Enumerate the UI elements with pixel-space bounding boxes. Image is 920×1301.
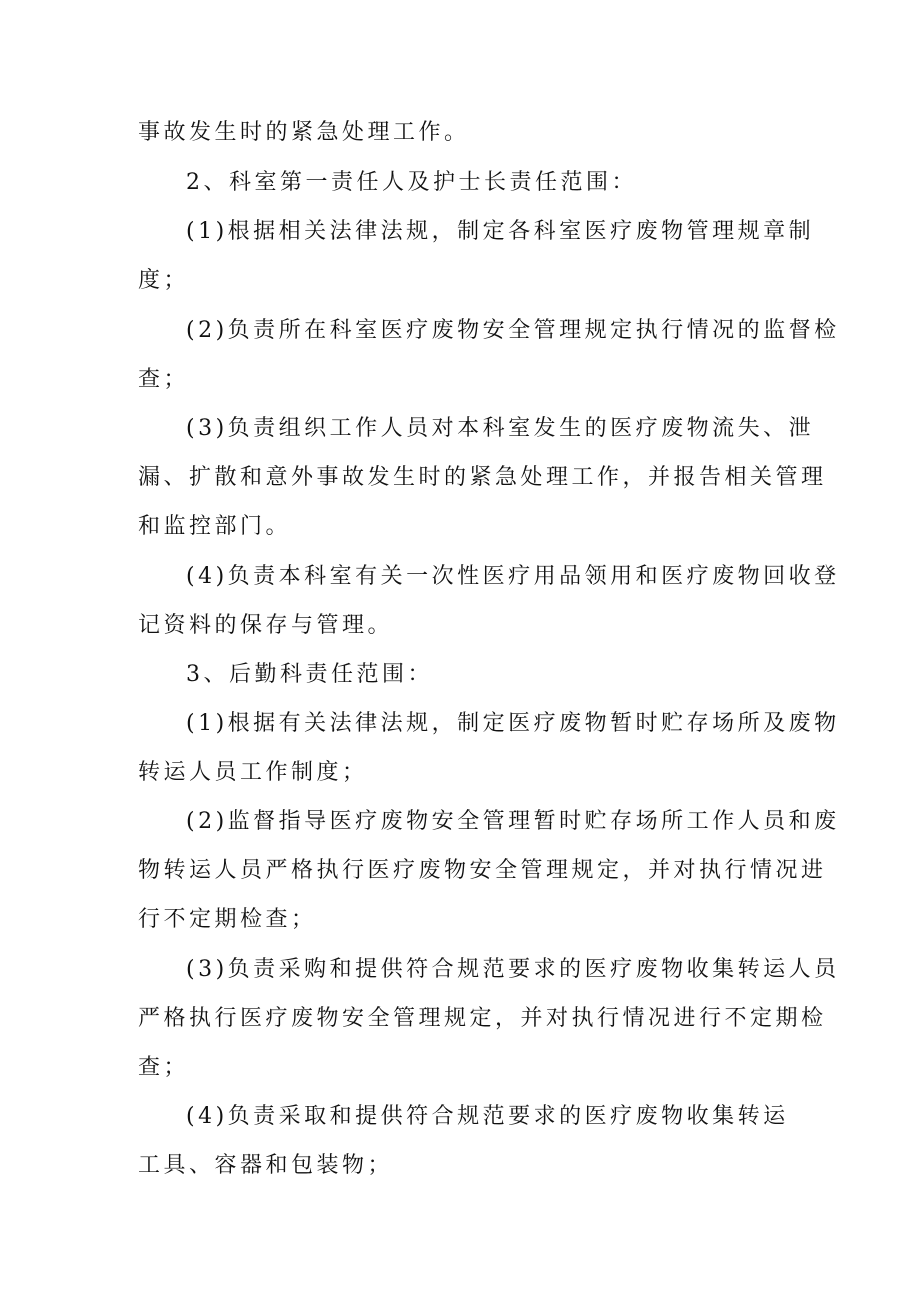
text-line: 严格执行医疗废物安全管理规定，并对执行情况进行不定期检 (138, 1006, 827, 1031)
text-line: (2)负责所在科室医疗废物安全管理规定执行情况的监督检 (186, 318, 840, 343)
text-line: 和监控部门。 (138, 514, 292, 539)
text-line: (3)负责组织工作人员对本科室发生的医疗废物流失、泄 (186, 416, 815, 441)
text-line: 漏、扩散和意外事故发生时的紧急处理工作，并报告相关管理 (138, 465, 827, 490)
text-line: 事故发生时的紧急处理工作。 (138, 120, 470, 145)
text-line: 记资料的保存与管理。 (138, 613, 394, 638)
text-line: (1)根据有关法律法规，制定医疗废物暂时贮存场所及废物 (186, 711, 840, 736)
text-line: 物转运人员严格执行医疗废物安全管理规定，并对执行情况进 (138, 858, 827, 883)
text-line: 工具、容器和包装物； (138, 1153, 394, 1178)
text-line: (4)负责采取和提供符合规范要求的医疗废物收集转运 (186, 1104, 789, 1129)
section-heading: 2、科室第一责任人及护士长责任范围： (186, 170, 637, 195)
text-line: 查； (138, 1055, 190, 1080)
text-line: (3)负责采购和提供符合规范要求的医疗废物收集转运人员 (186, 957, 840, 982)
section-heading: 3、后勤科责任范围： (186, 662, 433, 687)
text-line: (4)负责本科室有关一次性医疗用品领用和医疗废物回收登 (186, 564, 840, 589)
text-line: 转运人员工作制度； (138, 760, 368, 785)
text-line: (2)监督指导医疗废物安全管理暂时贮存场所工作人员和废 (186, 809, 840, 834)
text-line: 度； (138, 268, 190, 293)
text-line: (1)根据相关法律法规，制定各科室医疗废物管理规章制 (186, 219, 815, 244)
text-line: 查； (138, 367, 190, 392)
text-line: 行不定期检查； (138, 907, 317, 932)
